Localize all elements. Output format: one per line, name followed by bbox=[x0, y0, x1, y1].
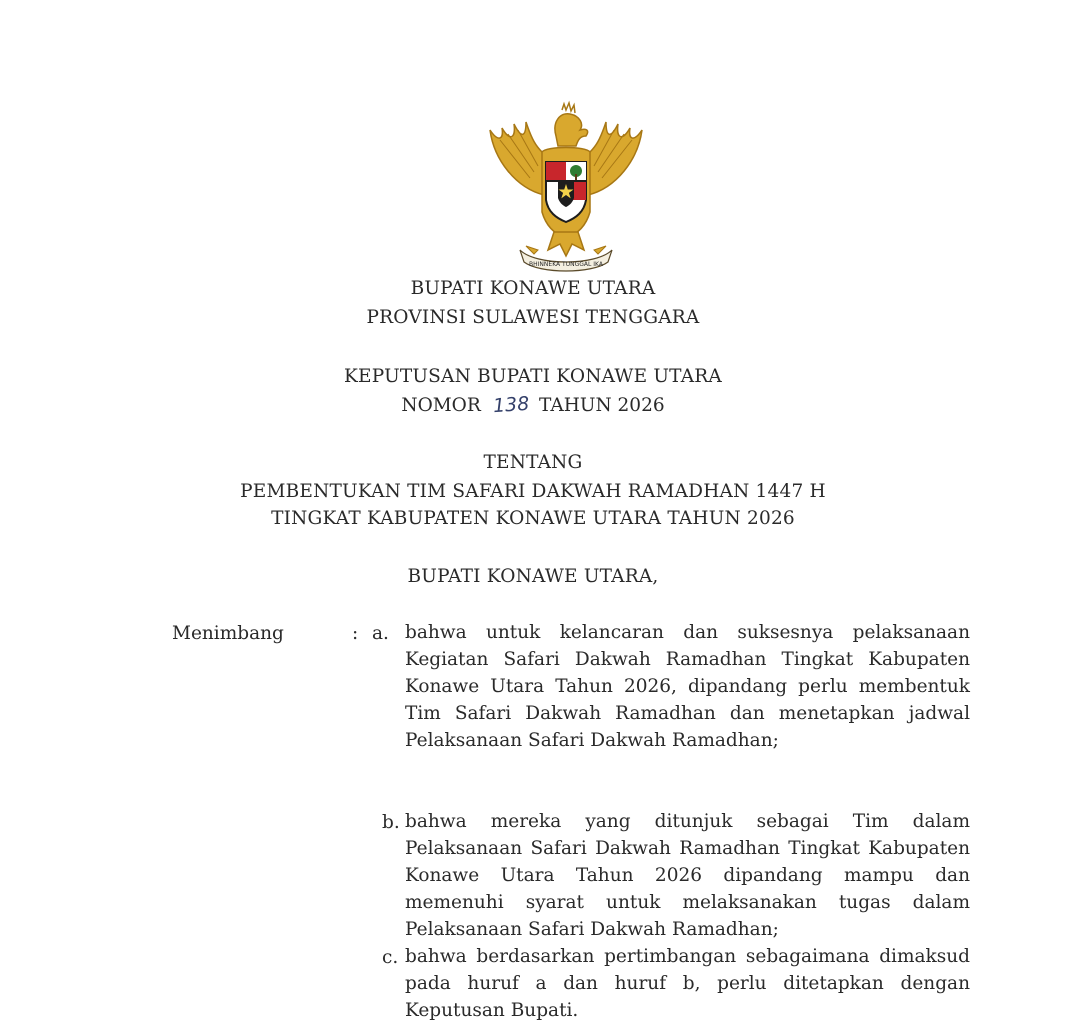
tahun-label: TAHUN 2026 bbox=[539, 395, 665, 416]
item-text-c: bahwa berdasarkan pertimbangan sebagaimana dimaksud pada huruf a dan huruf b, perlu ditetapkan dengan Keputusan Bupati. bbox=[405, 946, 970, 1021]
shield-icon bbox=[546, 162, 586, 222]
header-line-1: BUPATI KONAWE UTARA bbox=[410, 278, 656, 299]
item-letter-c: c. bbox=[382, 947, 399, 968]
subject-line-1: PEMBENTUKAN TIM SAFARI DAKWAH RAMADHAN 1447 H bbox=[240, 481, 826, 502]
right-wing bbox=[586, 122, 642, 195]
tentang-label: TENTANG bbox=[483, 452, 583, 473]
item-letter-a: a. bbox=[372, 623, 389, 644]
subject-line-2: TINGKAT KABUPATEN KONAWE UTARA TAHUN 2026 bbox=[271, 508, 795, 529]
item-text-b: bahwa mereka yang ditunjuk sebagai Tim dalam Pelaksanaan Safari Dakwah Ramadhan Tingkat Kabupaten Konawe Utara Tahun 2026 dipandang mampu dan memenuhi syarat untuk melaksanakan tugas dalam Pelaksanaan Safari Dakwah Ramadhan; bbox=[405, 811, 970, 940]
issuer-line: BUPATI KONAWE UTARA, bbox=[407, 566, 659, 587]
handwritten-number: 138 bbox=[492, 392, 530, 418]
nomor-label: NOMOR bbox=[401, 395, 481, 416]
item-text-a: bahwa untuk kelancaran dan suksesnya pelaksanaan Kegiatan Safari Dakwah Ramadhan Tingkat Kabupaten Konawe Utara Tahun 2026, dipandang perlu membentuk Tim Safari Dakwah Ramadhan dan menetapkan jadwal Pelaksanaan Safari Dakwah Ramadhan; bbox=[405, 622, 970, 751]
header-line-2: PROVINSI SULAWESI TENGGARA bbox=[366, 307, 700, 328]
emblem-motto: BHINNEKA TUNGGAL IKA bbox=[529, 261, 603, 268]
left-wing bbox=[490, 122, 546, 195]
garuda-emblem bbox=[486, 100, 646, 275]
decree-number-line bbox=[0, 394, 1066, 417]
item-letter-b: b. bbox=[382, 812, 400, 833]
tail bbox=[548, 232, 584, 256]
head bbox=[555, 114, 588, 146]
menimbang-label: Menimbang bbox=[172, 623, 284, 644]
menimbang-colon: : bbox=[352, 623, 359, 644]
decree-title: KEPUTUSAN BUPATI KONAWE UTARA bbox=[344, 366, 722, 387]
